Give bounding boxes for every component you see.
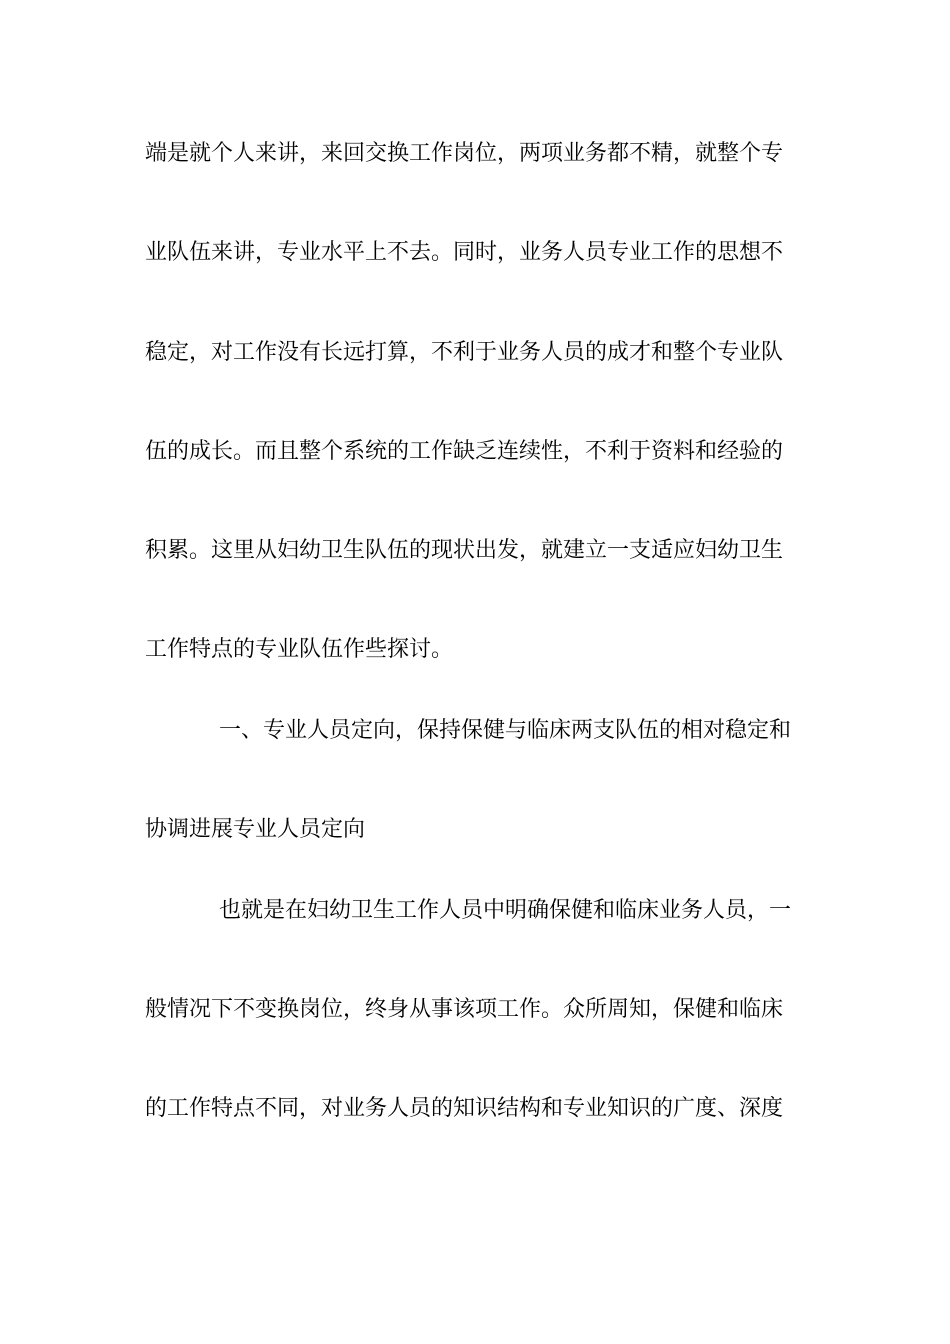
paragraph-line: 积累。这里从妇幼卫生队伍的现状出发，就建立一支适应妇幼卫生 (145, 538, 784, 563)
paragraph-line: 端是就个人来讲，来回交换工作岗位，两项业务都不精，就整个专 (145, 141, 784, 166)
paragraph-line: 也就是在妇幼卫生工作人员中明确保健和临床业务人员，一 (219, 898, 792, 923)
paragraph-line: 般情况下不变换岗位，终身从事该项工作。众所周知，保健和临床 (145, 997, 784, 1022)
section-heading-line: 一、专业人员定向，保持保健与临床两支队伍的相对稳定和 (219, 718, 792, 743)
paragraph-line: 稳定，对工作没有长远打算，不利于业务人员的成才和整个专业队 (145, 340, 784, 365)
paragraph-line: 伍的成长。而且整个系统的工作缺乏连续性，不利于资料和经验的 (145, 439, 784, 464)
section-heading-line: 协调进展专业人员定向 (145, 817, 366, 842)
paragraph-line: 业队伍来讲，专业水平上不去。同时，业务人员专业工作的思想不 (145, 240, 784, 265)
paragraph-line: 的工作特点不同，对业务人员的知识结构和专业知识的广度、深度 (145, 1096, 784, 1121)
paragraph-line: 工作特点的专业队伍作些探讨。 (145, 637, 454, 662)
